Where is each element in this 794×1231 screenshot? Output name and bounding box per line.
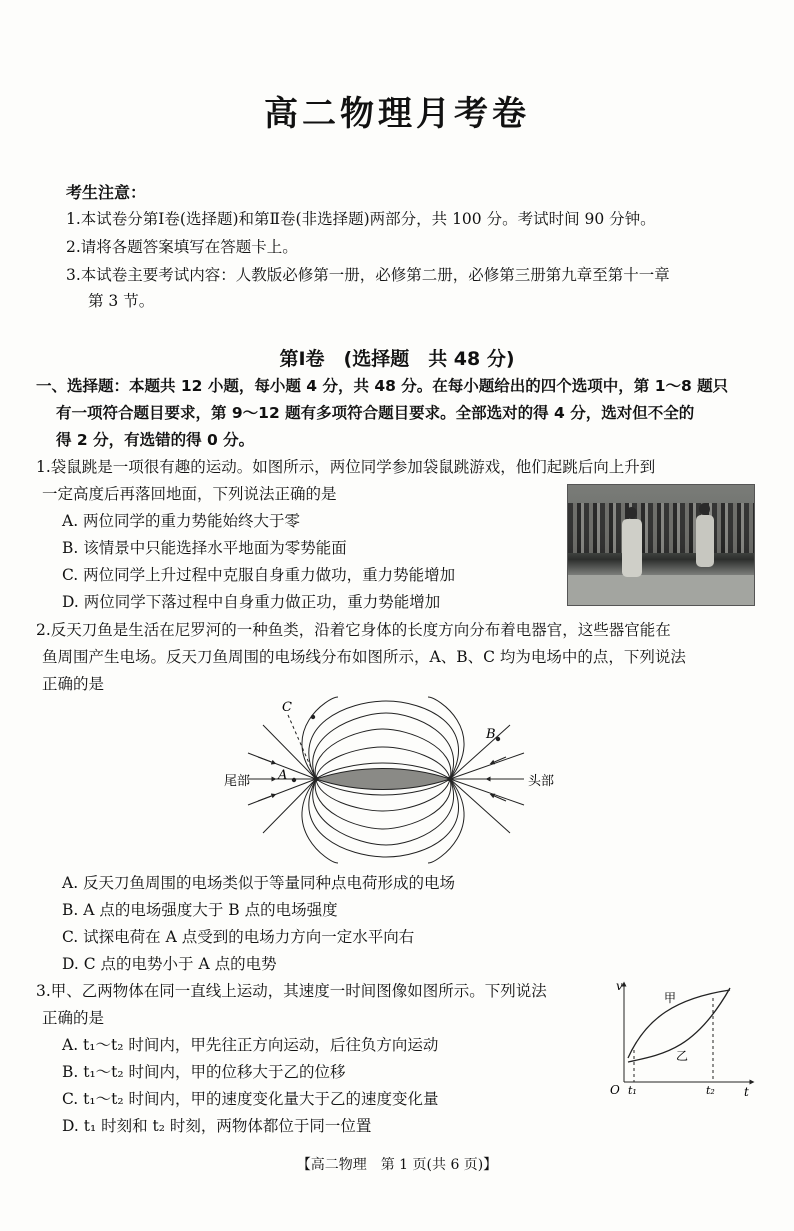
- q3-option-a: A. t₁～t₂ 时间内，甲先往正方向运动，后往负方向运动: [62, 1036, 439, 1054]
- q1-option-b: B. 该情景中只能选择水平地面为零势能面: [62, 539, 347, 557]
- section-title: 第Ⅰ卷 (选择题 共 48 分): [279, 348, 515, 370]
- q1-stem: 一定高度后再落回地面，下列说法正确的是: [42, 485, 337, 503]
- q3-option-d: D. t₁ 时刻和 t₂ 时刻，两物体都位于同一位置: [62, 1117, 372, 1135]
- q2-option-c: C. 试探电荷在 A 点受到的电场力方向一定水平向右: [62, 928, 415, 946]
- t1-label: t₁: [628, 1084, 637, 1097]
- q2-option-a: A. 反天刀鱼周围的电场类似于等量同种点电荷形成的电场: [62, 874, 456, 892]
- electric-field-figure: [218, 695, 578, 867]
- origin-label: O: [610, 1083, 620, 1097]
- q3-stem: 正确的是: [42, 1009, 105, 1027]
- q1-option-d: D. 两位同学下落过程中自身重力做正功，重力势能增加: [62, 593, 441, 611]
- notice-heading: 考生注意：: [66, 183, 147, 202]
- notice-item: 2.请将各题答案填写在答题卡上。: [66, 238, 298, 256]
- yi-label: 乙: [676, 1049, 689, 1063]
- page-title: 高二物理月考卷: [264, 94, 530, 134]
- q2-stem: 2.反天刀鱼是生活在尼罗河的一种鱼类，沿着它身体的长度方向分布着电器官，这些器官能在: [36, 621, 671, 639]
- q2-option-b: B. A 点的电场强度大于 B 点的电场强度: [62, 901, 338, 919]
- notice-item: 3.本试卷主要考试内容：人教版必修第一册，必修第二册，必修第三册第九章至第十一章: [66, 266, 670, 284]
- notice-item: 1.本试卷分第Ⅰ卷(选择题)和第Ⅱ卷(非选择题)两部分，共 100 分。考试时间 90 分钟。: [66, 210, 656, 228]
- q1-stem: 1.袋鼠跳是一项很有趣的运动。如图所示，两位同学参加袋鼠跳游戏，他们起跳后向上升到: [36, 458, 656, 476]
- tail-label: 尾部: [224, 774, 251, 789]
- part-intro: 有一项符合题目要求，第 9～12 题有多项符合题目要求。全部选对的得 4 分，选对但不全的: [56, 404, 695, 422]
- q2-stem: 鱼周围产生电场。反天刀鱼周围的电场线分布如图所示，A、B、C 均为电场中的点，下列说法: [42, 648, 686, 666]
- q3-option-b: B. t₁～t₂ 时间内，甲的位移大于乙的位移: [62, 1063, 346, 1081]
- q2-option-d: D. C 点的电势小于 A 点的电势: [62, 955, 277, 973]
- q3-option-c: C. t₁～t₂ 时间内，甲的速度变化量大于乙的速度变化量: [62, 1090, 439, 1108]
- head-label: 头部: [528, 774, 555, 789]
- sack-race-photo: [567, 484, 755, 606]
- jia-label: 甲: [664, 991, 677, 1005]
- point-b-label: B: [486, 727, 496, 742]
- point-c-label: C: [282, 700, 292, 715]
- q3-stem: 3.甲、乙两物体在同一直线上运动，其速度一时间图像如图所示。下列说法: [36, 982, 547, 1000]
- q1-option-a: A. 两位同学的重力势能始终大于零: [62, 512, 301, 530]
- page-footer: 【高二物理 第 1 页(共 6 页)】: [296, 1157, 498, 1173]
- v-axis-label: v: [616, 979, 623, 993]
- notice-item: 第 3 节。: [88, 292, 155, 310]
- q2-stem: 正确的是: [42, 675, 105, 693]
- part-intro: 一、选择题：本题共 12 小题，每小题 4 分，共 48 分。在每小题给出的四个选项中，第 1～8 题只: [36, 377, 729, 395]
- velocity-time-graph: [606, 978, 756, 1098]
- point-a-label: A: [278, 768, 288, 783]
- t2-label: t₂: [706, 1084, 715, 1097]
- t-axis-label: t: [744, 1085, 749, 1098]
- q1-option-c: C. 两位同学上升过程中克服自身重力做功，重力势能增加: [62, 566, 456, 584]
- part-intro: 得 2 分，有选错的得 0 分。: [56, 431, 255, 449]
